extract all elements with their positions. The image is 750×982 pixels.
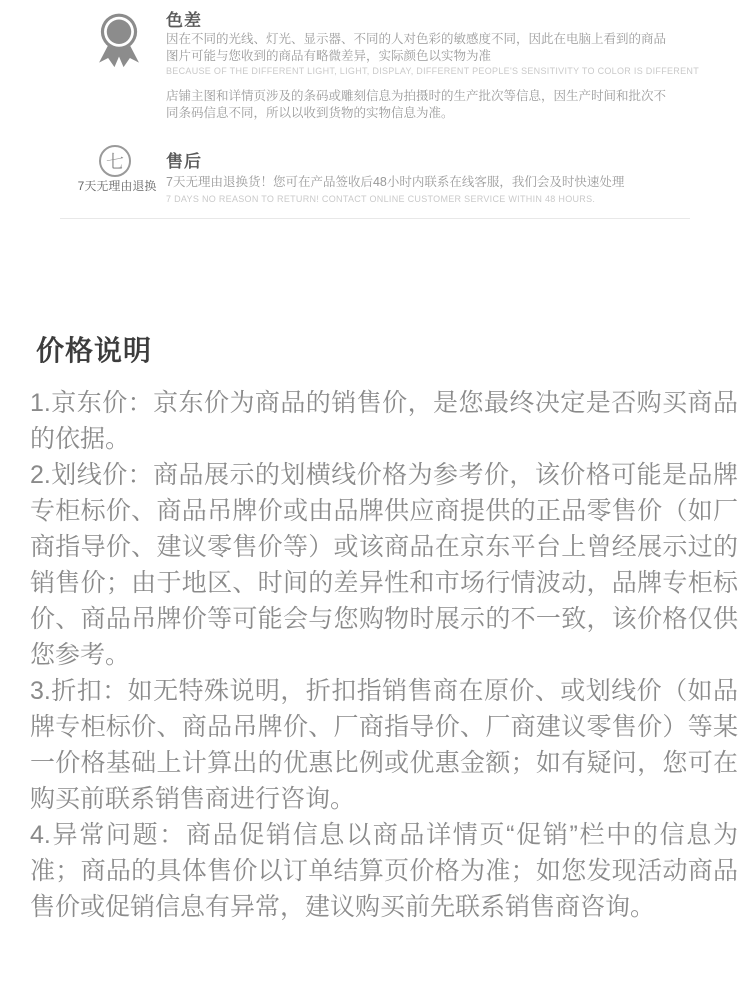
seven-day-caption: 7天无理由退换 xyxy=(77,179,157,193)
price-item-strikethrough-price: 2.划线价：商品展示的划横线价格为参考价，该价格可能是品牌专柜标价、商品吊牌价或由品牌供应商提供的正品零售价（如厂商指导价、建议零售价等）或该商品在京东平台上曾经展示过的销售价；由于地区、时间的差异性和市场行情波动，品牌专柜标价、商品吊牌价等可能会与您购物时展示的不一致，该价格仅供您参考。 xyxy=(30,461,738,669)
seven-glyph: 七 xyxy=(106,152,124,172)
after-sales-subtitle-en: 7 DAYS NO REASON TO RETURN! CONTACT ONLINE CUSTOMER SERVICE WITHIN 48 HOURS. xyxy=(166,194,596,204)
after-sales-body: 7天无理由退换货！您可在产品签收后48小时内联系在线客服，我们会及时快速处理 xyxy=(166,175,625,189)
barcode-note: 店铺主图和详情页涉及的条码或雕刻信息为拍摄时的生产批次等信息，因生产时间和批次不同条码信息不同，所以以收到货物的实物信息为准。 xyxy=(166,89,667,120)
color-diff-title: 色差 xyxy=(166,11,202,30)
price-item-discount: 3.折扣：如无特殊说明，折扣指销售商在原价、或划线价（如品牌专柜标价、商品吊牌价、厂商指导价、厂商建议零售价）等某一价格基础上计算出的优惠比例或优惠金额；如有疑问，您可在购买前联系销售商进行咨询。 xyxy=(30,677,738,813)
price-item-jd-price: 1.京东价：京东价为商品的销售价，是您最终决定是否购买商品的依据。 xyxy=(30,389,738,453)
price-explanation-body xyxy=(30,385,738,925)
price-item-abnormal-issues: 4.异常问题：商品促销信息以商品详情页“促销”栏中的信息为准；商品的具体售价以订单结算页价格为准；如您发现活动商品售价或促销信息有异常，建议购买前先联系销售商咨询。 xyxy=(30,821,738,921)
after-sales-title: 售后 xyxy=(166,152,202,171)
section-divider xyxy=(60,218,690,219)
seven-day-return-icon xyxy=(99,145,131,177)
color-diff-subtitle-en: BECAUSE OF THE DIFFERENT LIGHT, LIGHT, DISPLAY, DIFFERENT PEOPLE'S SENSITIVITY TO COLOR IS DIFFERENT xyxy=(166,66,699,76)
medal-icon xyxy=(90,10,148,68)
color-diff-body: 因在不同的光线、灯光、显示器、不同的人对色彩的敏感度不同，因此在电脑上看到的商品图片可能与您收到的商品有略微差异，实际颜色以实物为准 xyxy=(166,32,667,63)
price-explanation-title: 价格说明 xyxy=(36,335,153,366)
